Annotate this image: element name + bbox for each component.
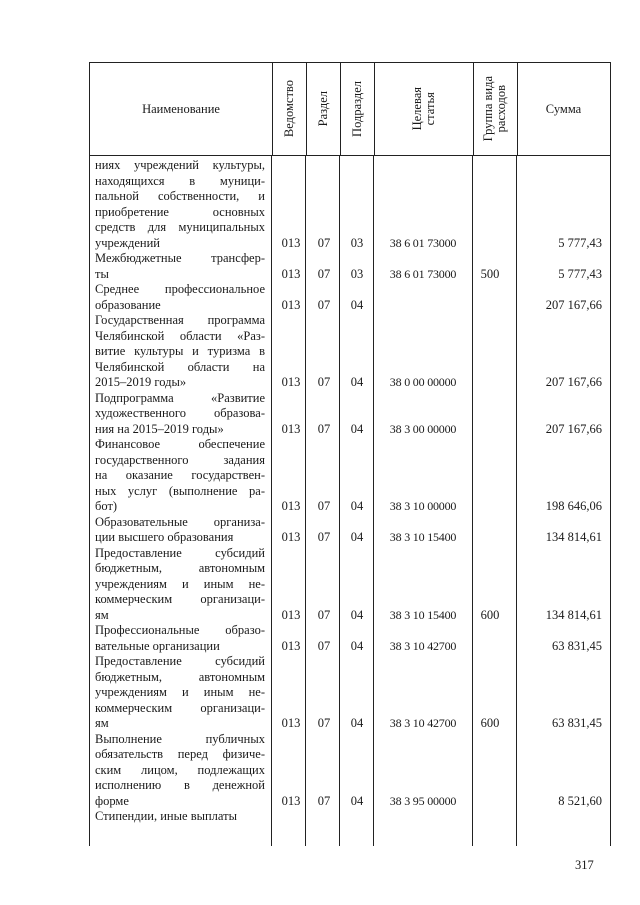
row-name-line: средств для муниципальных — [95, 220, 265, 234]
header-celevaya-line2: статья — [422, 92, 437, 126]
row-name-line: находящихся в муници- — [95, 173, 265, 188]
row-name-line: обязательств перед физиче- — [95, 747, 265, 761]
row-vedomstvo: 013 — [281, 530, 301, 544]
row-name-line: ты — [95, 266, 109, 281]
header-razdel — [306, 63, 340, 155]
row-razdel: 07 — [317, 793, 331, 808]
header-name — [90, 63, 272, 155]
row-podrazdel: 04 — [350, 793, 364, 808]
row-vedomstvo: 013 — [281, 793, 301, 808]
row-summa: 63 831,45 — [552, 716, 602, 730]
row-celevaya: 38 3 10 15400 — [389, 607, 457, 622]
row-celevaya: 38 6 01 73000 — [389, 266, 457, 281]
row-name-line: учреждениям и иным не- — [95, 685, 265, 699]
row-vedomstvo: 013 — [281, 716, 301, 730]
table-border-left — [89, 156, 90, 846]
header-vedomstvo-text: Ведомство — [281, 80, 296, 138]
row-celevaya: 38 3 10 42700 — [389, 638, 457, 653]
row-gruppa: 600 — [480, 716, 500, 730]
row-razdel: 07 — [317, 235, 331, 250]
row-name-line: исполнению в денежной — [95, 778, 265, 792]
row-razdel: 07 — [317, 297, 331, 312]
row-name-line: Подпрограмма «Развитие — [95, 390, 265, 405]
table-column-divider — [373, 156, 374, 846]
row-celevaya: 38 0 00 00000 — [389, 375, 457, 389]
header-celevaya — [374, 63, 473, 155]
row-name-line: ции высшего образования — [95, 530, 234, 544]
row-celevaya: 38 6 01 73000 — [389, 235, 457, 250]
row-name-line: Государственная программа — [95, 313, 265, 327]
row-razdel: 07 — [317, 266, 331, 281]
header-gruppa-line2: расходов — [494, 85, 508, 133]
row-name-line: Стипендии, иные выплаты — [95, 809, 238, 823]
row-name — [95, 732, 265, 810]
row-gruppa: 500 — [480, 266, 500, 281]
header-podrazdel-text: Подраздел — [349, 81, 364, 137]
row-name — [95, 515, 265, 546]
row-celevaya: 38 3 10 42700 — [389, 716, 457, 730]
row-name-line: учреждениям и иным не- — [95, 576, 265, 591]
header-celevaya-text — [411, 87, 437, 130]
row-name-line: Выполнение публичных — [95, 731, 265, 746]
row-name-line: Профессиональные образо- — [95, 623, 265, 637]
row-name-line: бот) — [95, 499, 118, 513]
row-podrazdel: 04 — [350, 716, 364, 730]
row-gruppa: 600 — [480, 607, 500, 622]
row-vedomstvo: 013 — [281, 266, 301, 281]
row-name — [95, 437, 265, 515]
row-podrazdel: 04 — [350, 421, 364, 436]
row-name-line: бюджетным, автономным — [95, 669, 265, 684]
row-name-line: учреждений — [95, 235, 160, 250]
row-summa: 5 777,43 — [558, 266, 602, 281]
row-name — [95, 654, 265, 732]
header-podrazdel — [340, 63, 374, 155]
table-header — [89, 62, 611, 156]
row-summa: 207 167,66 — [545, 421, 602, 436]
row-vedomstvo: 013 — [281, 421, 301, 436]
row-name-line: Образовательные организа- — [95, 514, 265, 529]
row-podrazdel: 04 — [350, 499, 364, 513]
row-podrazdel: 04 — [350, 638, 364, 653]
table-column-divider — [339, 156, 340, 846]
row-name-line: Челябинской области «Раз- — [95, 328, 265, 343]
header-summa-text: Сумма — [545, 101, 582, 116]
row-name-line: ям — [95, 716, 109, 730]
row-name — [95, 809, 265, 825]
header-name-text: Наименование — [142, 101, 220, 116]
row-celevaya: 38 3 00 00000 — [389, 421, 457, 436]
row-summa: 134 814,61 — [545, 530, 602, 544]
row-summa: 5 777,43 — [558, 235, 602, 250]
row-name-line: 2015–2019 годы» — [95, 375, 187, 389]
row-name-line: витие культуры и туризма в — [95, 344, 265, 358]
row-vedomstvo: 013 — [281, 375, 301, 389]
row-name-line: коммерческим организаци- — [95, 700, 265, 715]
row-name-line: Челябинской области на — [95, 359, 265, 374]
row-name-line: ниях учреждений культуры, — [95, 158, 265, 172]
row-vedomstvo: 013 — [281, 235, 301, 250]
row-summa: 207 167,66 — [545, 375, 602, 389]
header-vedomstvo — [272, 63, 306, 155]
header-summa — [517, 63, 610, 155]
row-name-line: образование — [95, 297, 161, 312]
row-razdel: 07 — [317, 421, 331, 436]
row-summa: 198 646,06 — [545, 499, 602, 513]
row-name-line: ния на 2015–2019 годы» — [95, 421, 224, 436]
row-name — [95, 391, 265, 438]
row-celevaya: 38 3 10 15400 — [389, 530, 457, 544]
row-name-line: на оказание государствен- — [95, 468, 265, 482]
row-celevaya: 38 3 95 00000 — [389, 793, 457, 808]
row-summa: 207 167,66 — [545, 297, 602, 312]
row-name — [95, 546, 265, 624]
row-name — [95, 623, 265, 654]
row-razdel: 07 — [317, 375, 331, 389]
row-razdel: 07 — [317, 638, 331, 653]
row-podrazdel: 03 — [350, 235, 364, 250]
page-number: 317 — [575, 858, 594, 872]
row-celevaya: 38 3 10 00000 — [389, 499, 457, 513]
row-name — [95, 158, 265, 251]
row-vedomstvo: 013 — [281, 297, 301, 312]
header-gruppa-text — [482, 76, 508, 141]
row-podrazdel: 04 — [350, 375, 364, 389]
row-name — [95, 282, 265, 313]
row-name-line: ных услуг (выполнение ра- — [95, 483, 265, 498]
row-vedomstvo: 013 — [281, 499, 301, 513]
header-razdel-text: Раздел — [315, 91, 330, 127]
row-name-line: Межбюджетные трансфер- — [95, 251, 265, 265]
row-summa: 63 831,45 — [552, 638, 602, 653]
row-name-line: коммерческим организаци- — [95, 592, 265, 606]
row-razdel: 07 — [317, 716, 331, 730]
row-name-line: бюджетным, автономным — [95, 561, 265, 575]
row-name-line: ским лицом, подлежащих — [95, 762, 265, 777]
row-vedomstvo: 013 — [281, 607, 301, 622]
header-gruppa — [473, 63, 517, 155]
row-name-line: вательные организации — [95, 638, 220, 653]
row-razdel: 07 — [317, 607, 331, 622]
row-name-line: Среднее профессиональное — [95, 282, 265, 296]
row-name-line: приобретение основных — [95, 204, 265, 219]
row-podrazdel: 04 — [350, 530, 364, 544]
row-razdel: 07 — [317, 499, 331, 513]
row-name-line: ям — [95, 607, 109, 622]
table-column-divider — [271, 156, 272, 846]
row-name-line: государственного задания — [95, 452, 265, 467]
row-summa: 8 521,60 — [558, 793, 602, 808]
table-column-divider — [472, 156, 473, 846]
row-name-line: Предоставление субсидий — [95, 545, 265, 560]
row-podrazdel: 03 — [350, 266, 364, 281]
row-summa: 134 814,61 — [545, 607, 602, 622]
header-gruppa-line1: Группа вида — [481, 76, 495, 142]
row-name-line: Финансовое обеспечение — [95, 437, 265, 451]
row-name-line: пальной собственности, и — [95, 189, 265, 203]
row-name-line: форме — [95, 793, 129, 808]
row-name — [95, 251, 265, 282]
row-name — [95, 313, 265, 391]
row-name-line: Предоставление субсидий — [95, 654, 265, 668]
row-razdel: 07 — [317, 530, 331, 544]
row-podrazdel: 04 — [350, 297, 364, 312]
header-celevaya-line1: Целевая — [409, 87, 424, 131]
row-name-line: художественного образова- — [95, 406, 265, 420]
table-border-right — [610, 156, 611, 846]
row-vedomstvo: 013 — [281, 638, 301, 653]
row-podrazdel: 04 — [350, 607, 364, 622]
table-column-divider — [516, 156, 517, 846]
